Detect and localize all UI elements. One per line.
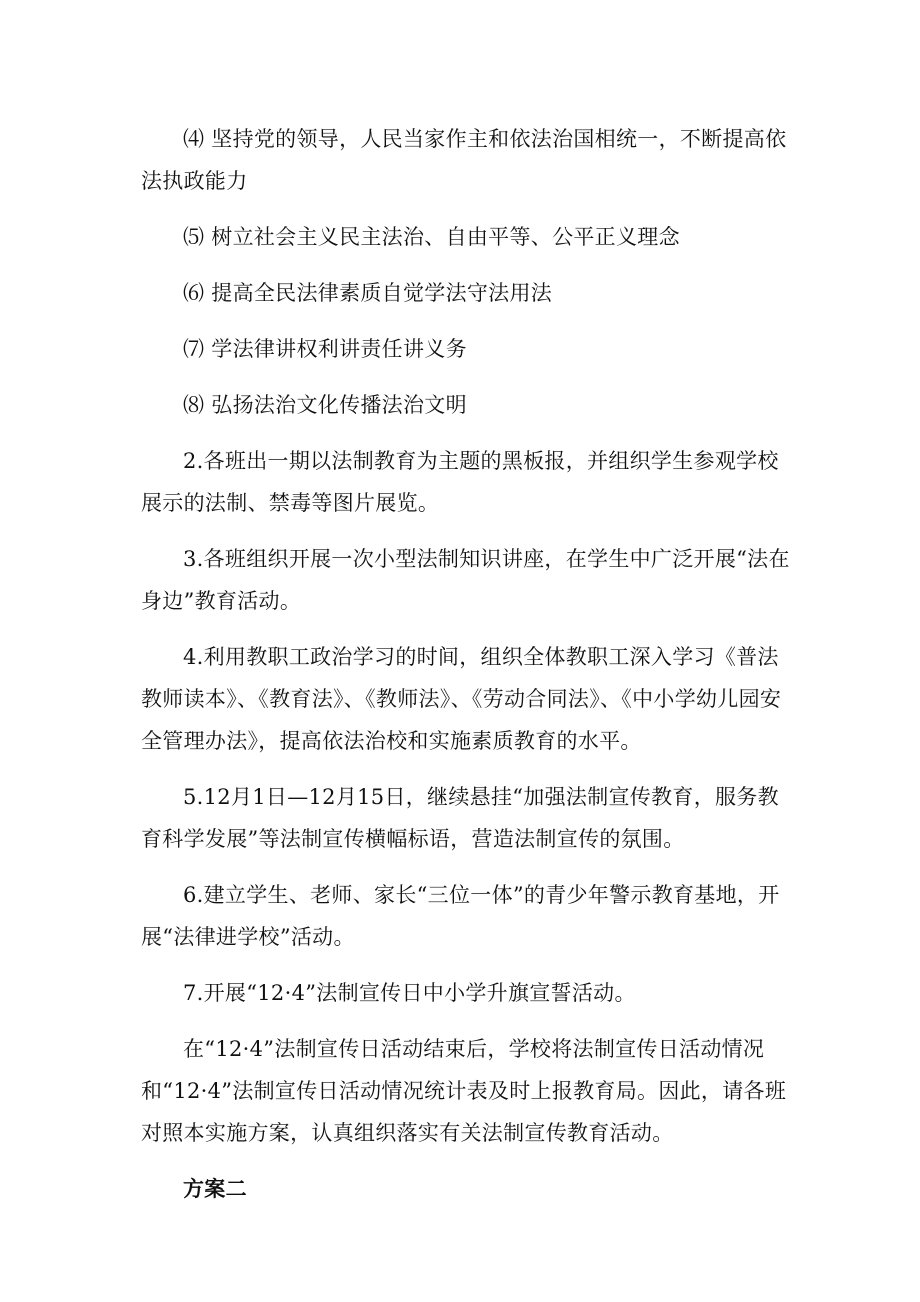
paragraph-step-4: 4.利用教职工政治学习的时间，组织全体教职工深入学习《普法教师读本》、《教育法》、《教师法》、《劳动合同法》、《中小学幼儿园安全管理办法》，提高依法治校和实施素质教育的水平。 <box>141 645 782 753</box>
paragraph-conclusion: 在“12·4”法制宣传日活动结束后，学校将法制宣传日活动情况和“12·4”法制宣传日活动情况统计表及时上报教育局。因此，请各班对照本实施方案，认真组织落实有关法制宣传教育活动。 <box>141 1037 787 1145</box>
paragraph-item-5: ⑸ 树立社会主义民主法治、自由平等、公平正义理念 <box>183 225 680 249</box>
paragraph-step-2: 2.各班出一期以法制教育为主题的黑板报，并组织学生参观学校展示的法制、禁毒等图片展览。 <box>141 449 779 515</box>
paragraph-step-6: 6.建立学生、老师、家长“三位一体”的青少年警示教育基地，开展“法律进学校”活动。 <box>141 883 780 949</box>
paragraph-step-5: 5.12月1日—12月15日，继续悬挂“加强法制宣传教育，服务教育科学发展”等法制宣传横幅标语，营造法制宣传的氛围。 <box>141 785 779 851</box>
paragraph-step-3: 3.各班组织开展一次小型法制知识讲座，在学生中广泛开展“法在身边”教育活动。 <box>141 547 790 613</box>
paragraph-item-8: ⑻ 弘扬法治文化传播法治文明 <box>183 393 467 417</box>
paragraph-item-6: ⑹ 提高全民法律素质自觉学法守法用法 <box>183 281 553 305</box>
section-heading: 方案二 <box>183 1176 247 1201</box>
paragraph-item-4: ⑷ 坚持党的领导，人民当家作主和依法治国相统一，不断提高依法执政能力 <box>141 127 787 193</box>
paragraph-item-7: ⑺ 学法律讲权利讲责任讲义务 <box>183 337 467 361</box>
paragraph-step-7: 7.开展“12·4”法制宣传日中小学升旗宣誓活动。 <box>183 981 636 1005</box>
